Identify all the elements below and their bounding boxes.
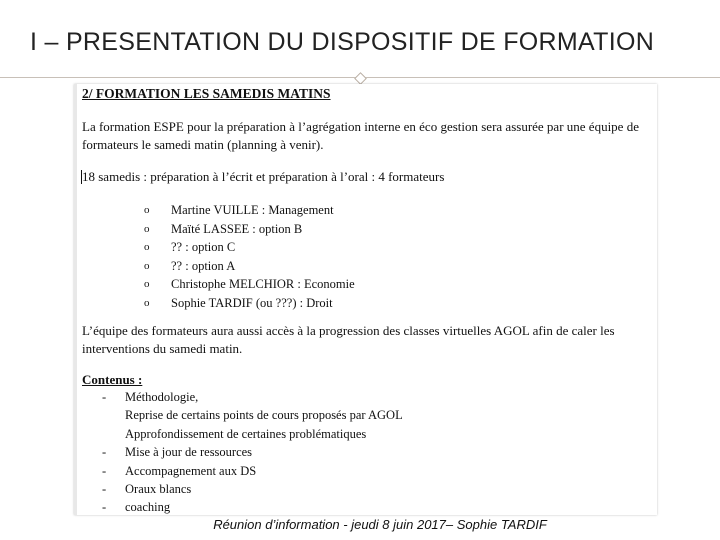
contents-entry: Oraux blancs	[125, 482, 192, 497]
contents-heading: Contenus :	[82, 372, 143, 387]
list-item	[144, 220, 355, 239]
contents-entry: Reprise de certains points de cours proposés par AGOL	[125, 408, 403, 423]
dash-marker: -	[102, 445, 107, 460]
contents-entry: Approfondissement de certaines problématiques	[125, 426, 367, 441]
trainer-entry: Sophie TARDIF (ou ???) : Droit	[171, 295, 333, 310]
trainer-entry: Martine VUILLE : Management	[171, 203, 334, 217]
bullet-marker: o	[144, 296, 150, 309]
document-image	[74, 84, 657, 515]
slide-title: I – PRESENTATION DU DISPOSITIF DE FORMATION	[30, 28, 655, 56]
access-paragraph: L’équipe des formateurs aura aussi accès à la progression des classes virtuelles AGOL afin de caler les interventions du samedi matin.	[82, 323, 615, 356]
bullet-marker: o	[144, 204, 150, 216]
dash-marker: -	[102, 463, 107, 478]
trainer-entry: Christophe MELCHIOR : Economie	[171, 277, 355, 292]
contents-list	[102, 388, 403, 515]
list-item	[144, 238, 355, 257]
list-item	[102, 443, 403, 461]
section-heading: 2/ FORMATION LES SAMEDIS MATINS	[82, 86, 331, 101]
title-divider	[0, 74, 720, 82]
list-item	[102, 462, 403, 480]
list-item	[102, 498, 403, 515]
page-edge	[74, 84, 77, 515]
contents-entry: Méthodologie,	[125, 390, 199, 404]
trainer-entry: Maïté LASSEE : option B	[171, 221, 303, 236]
bullet-marker: o	[144, 278, 150, 291]
list-item	[144, 201, 355, 220]
divider-diamond-icon	[354, 72, 367, 85]
bullet-marker: o	[144, 222, 150, 235]
contents-entry: coaching	[125, 500, 171, 515]
list-item	[144, 275, 355, 294]
trainer-entry: ?? : option C	[171, 240, 236, 255]
list-item	[102, 388, 403, 443]
list-item	[102, 480, 403, 498]
contents-entry: Accompagnement aux DS	[125, 463, 257, 478]
dash-marker: -	[102, 500, 107, 515]
bullet-marker: o	[144, 259, 150, 272]
trainer-list	[144, 201, 355, 313]
summary-line: 18 samedis : préparation à l’écrit et préparation à l’oral : 4 formateurs	[82, 169, 445, 184]
dash-marker: -	[102, 390, 107, 404]
list-item	[144, 257, 355, 276]
intro-paragraph: La formation ESPE pour la préparation à l’agrégation interne en éco gestion sera assurée par une équipe de formateurs le samedi matin (planning à venir).	[82, 119, 639, 152]
dash-marker: -	[102, 482, 107, 497]
bullet-marker: o	[144, 241, 150, 254]
trainer-entry: ?? : option A	[171, 258, 236, 273]
contents-entry: Mise à jour de ressources	[125, 445, 253, 460]
slide-footer: Réunion d’information - jeudi 8 juin 2017– Sophie TARDIF	[213, 517, 547, 532]
list-item	[144, 294, 355, 313]
